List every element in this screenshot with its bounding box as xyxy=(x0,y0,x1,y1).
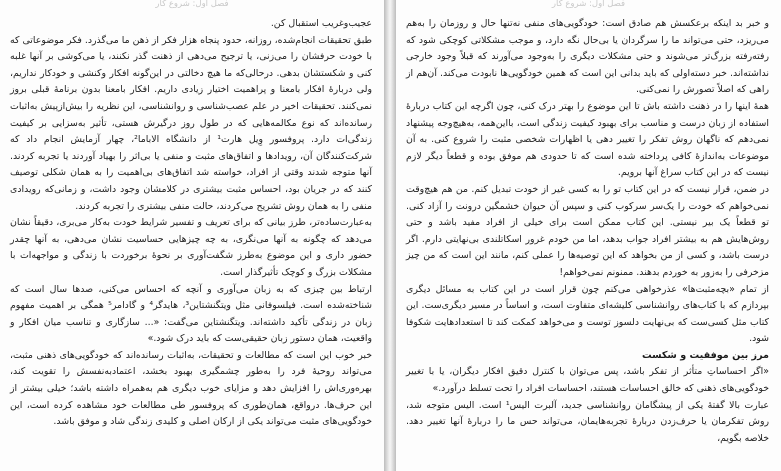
page-body-text xyxy=(10,16,372,431)
paragraph: به‌عبارت‌ساده‌تر، طرز بیانی که برای تعریف و تفسیر شرایط خودت به‌کار می‌بری، دقیقاً نشان می‌دهد که چگونه به آنها می‌نگری، به چه چیزهایی حساسیت نشان می‌دهی، به آنها چقدر حضور داری و این موضوع به‌طرز شگفت‌آوری بر نحوهٔ برخوردت با زندگی و مواجهه‌ات با مشکلات بزرگ و کوچک تأثیرگذار است. xyxy=(10,217,372,278)
paragraph: از تمام «بچه‌مثبت‌ها» عذرخواهی می‌کنم چون قرار است در این کتاب به مسائل دیگری بپردازم که با کتاب‌های روانشناسی کلیشه‌ای متفاوت است، و اساساً در مسیر دیگری‌ست. این کتاب مثل کسی‌ست که بی‌نهایت دلسوز توست و می‌خواهد کمکت کند تا استعدادهایت شکوفا شود. xyxy=(406,283,769,345)
paragraph: عجیب‌وغریب استقبال کن. xyxy=(270,18,372,29)
book-page-right xyxy=(396,0,781,471)
section-heading: مرز بین موفقیت و شکست xyxy=(641,349,769,361)
running-head: فصل اول: شروع کار xyxy=(155,0,229,9)
running-head: فصل اول: شروع کار xyxy=(551,0,626,9)
paragraph: همهٔ اینها را در ذهنت داشته باش تا این موضوع را بهتر درک کنی، چون اگرچه این کتاب دربارهٔ استفاده از زبان درست و مناسب برای بهبود کیفیت زندگی است، بااین‌همه، به‌هیچ‌وجه پیشنهاد نمی‌دهم که ناگهان روش تفکر را تغییر دهی یا اظهارات شخصی مثبت را شروع کنی. به آن موضوعات به‌اندازهٔ کافی پرداخته شده است که تا حدودی هم موفق بوده و قطعاً دیگر لازم نیست که در این کتاب سراغ آنها برویم. xyxy=(406,100,769,179)
paragraph: خبر خوب این است که مطالعات و تحقیقات، به‌اثبات رسانده‌اند که خودگویی‌های ذهنی مثبت، می‌تواند روحیهٔ فرد را به‌طور چشمگیری بهبود بخشد، اعتمادبه‌نفسش را تقویت کند، بهره‌وری‌اش را افزایش دهد و مزایای خوب دیگری هم به‌همراه داشته باشد؛ خیلی بیشتر از این حرف‌ها. درواقع، همان‌طوری که پروفسور طی مطالعات خود مشاهده کرده است، این خودگویی‌های مثبت می‌تواند یکی از ارکان اصلی و کلیدی زندگی شاد و موفق باشد. xyxy=(10,349,372,428)
paragraph: عبارت بالا گفتهٔ یکی از پیشگامان روانشناسی جدید، آلبرت الیس¹ است. الیس متوجه شد، روش تفکرمان یا حرف‌زدن دربارهٔ تجربه‌هایمان، می‌تواند حس ما را دربارهٔ آنها تغییر دهد. خلاصه بگویم، xyxy=(406,399,769,444)
book-spine-gutter xyxy=(384,0,396,471)
paragraph: و خبر بد اینکه برعکسش هم صادق است: خودگویی‌های منفی نه‌تنها حال و روزمان را به‌هم می‌ریزد، حتی می‌تواند ما را سرگردان یا بی‌حال نگه دارد، و موجب مشکلاتی کوچکی شود که رفته‌رفته بزرگ‌تر می‌شوند و حتی مشکلات دیگری را به‌وجود می‌آورند که قبلاً وجود خارجی نداشته‌اند. خبر دسته‌اولی که باید بدانی این است که همین خودگویی‌ها نابودت می‌کند. آن‌هم از راهی که اصلاً تصورش را نمی‌کنی. xyxy=(406,18,769,96)
book-page-left xyxy=(0,0,384,471)
paragraph: در ضمن، قرار نیست که در این کتاب تو را به کسی غیر از خودت تبدیل کنم. من هم هیچ‌وقت نمی‌خواهم که خودت را یک‌سر سرکوب کنی و سپس آن حیوان خشمگین درونت را آزاد کنی. تو قطعاً یک بیر نیستی. این کتاب ممکن است برای خیلی از افراد مفید باشد و حتی روش‌هایش هم به بیشتر افراد جواب بدهد، اما من خودم غرور اسکاتلندی بی‌نهایتی دارم. اگر درست باشد، و کسی از من بخواهد که این توصیه‌ها را عملی کنم، مانند این است که من چیز مزخرفی را به‌زور به خوردم بدهند. ممنونم نمی‌خواهم! xyxy=(406,183,769,278)
quote-paragraph: «اگر احساساتِ متأثر از تفکر باشد، پس می‌توان با کنترل دقیق افکار دیگران، یا با تغییر خودگویی‌های ذهنی که خالق احساسات هستند، احساسات افراد را تحت تسلط درآورد.» xyxy=(406,366,769,395)
paragraph: ارتباط بین چیزی که به زبان می‌آوری و آنچه که احساس می‌کنی، صدها سال است که شناخته‌شده است. فیلسوفانی مثل ویتگنشتاین³، هایدگر⁴ و گادامر⁵ همگی بر اهمیت مفهوم زبان در زندگی تأکید داشته‌اند. ویتگنشتاین می‌گفت: «... سازگاری و تناسب میان افکار و واقعیت، همان دستور زبان حقیقی‌ست که باید درک شود.» xyxy=(10,283,373,345)
page-body-text xyxy=(406,16,769,447)
paragraph: طبق تحقیقات انجام‌شده، روزانه، حدود پنجاه هزار فکر از ذهن ما می‌گذرد. فکر موضوعاتی که با خودت حرفشان را می‌زنی، یا ترجیح می‌دهی از ذهنت گذر نکنند، یا می‌کوشی بر آنها غلبه کنی و شکستشان بدهی. درحالی‌که ما هیچ دخالتی در این‌گونه افکار وکنشی و خودکار نداریم، ولی دربارهٔ افکار بامعنا و پراهمیت اختیار زیادی داریم. افکار بامعنا بدون برنامهٔ قبلی بروز نمی‌کنند. تحقیقات اخیر در علم عصب‌شناسی و روانشناسی، این نظریه را بیش‌ازپیش به‌اثبات رسانده‌اند که نوع مکالمه‌هایی که در طول روز درگیرش هستی، تأثیر به‌سزایی بر کیفیت زندگی‌ات دارد. پروفسور وِیل هارت¹ از دانشگاه الاباما²، چهار آزمایش انجام داد که شرکت‌کنندگان آن، رویدادها و اتفاق‌های مثبت و منفی یا بی‌اثر را بهیاد آوردند یا تجربه کردند. آنها متوجه شدند وقتی از افراد، خواسته شد اتفاق‌های بی‌اهمیت را به همان شکلی توصیف کنند که در جریان بود، احساس مثبت بیشتری در کلامشان وجود داشت، و زمانی‌که رویدادی منفی را به همان روش تشریح می‌کردند، حالت منفی بیشتری را تجربه کردند. xyxy=(10,34,372,212)
